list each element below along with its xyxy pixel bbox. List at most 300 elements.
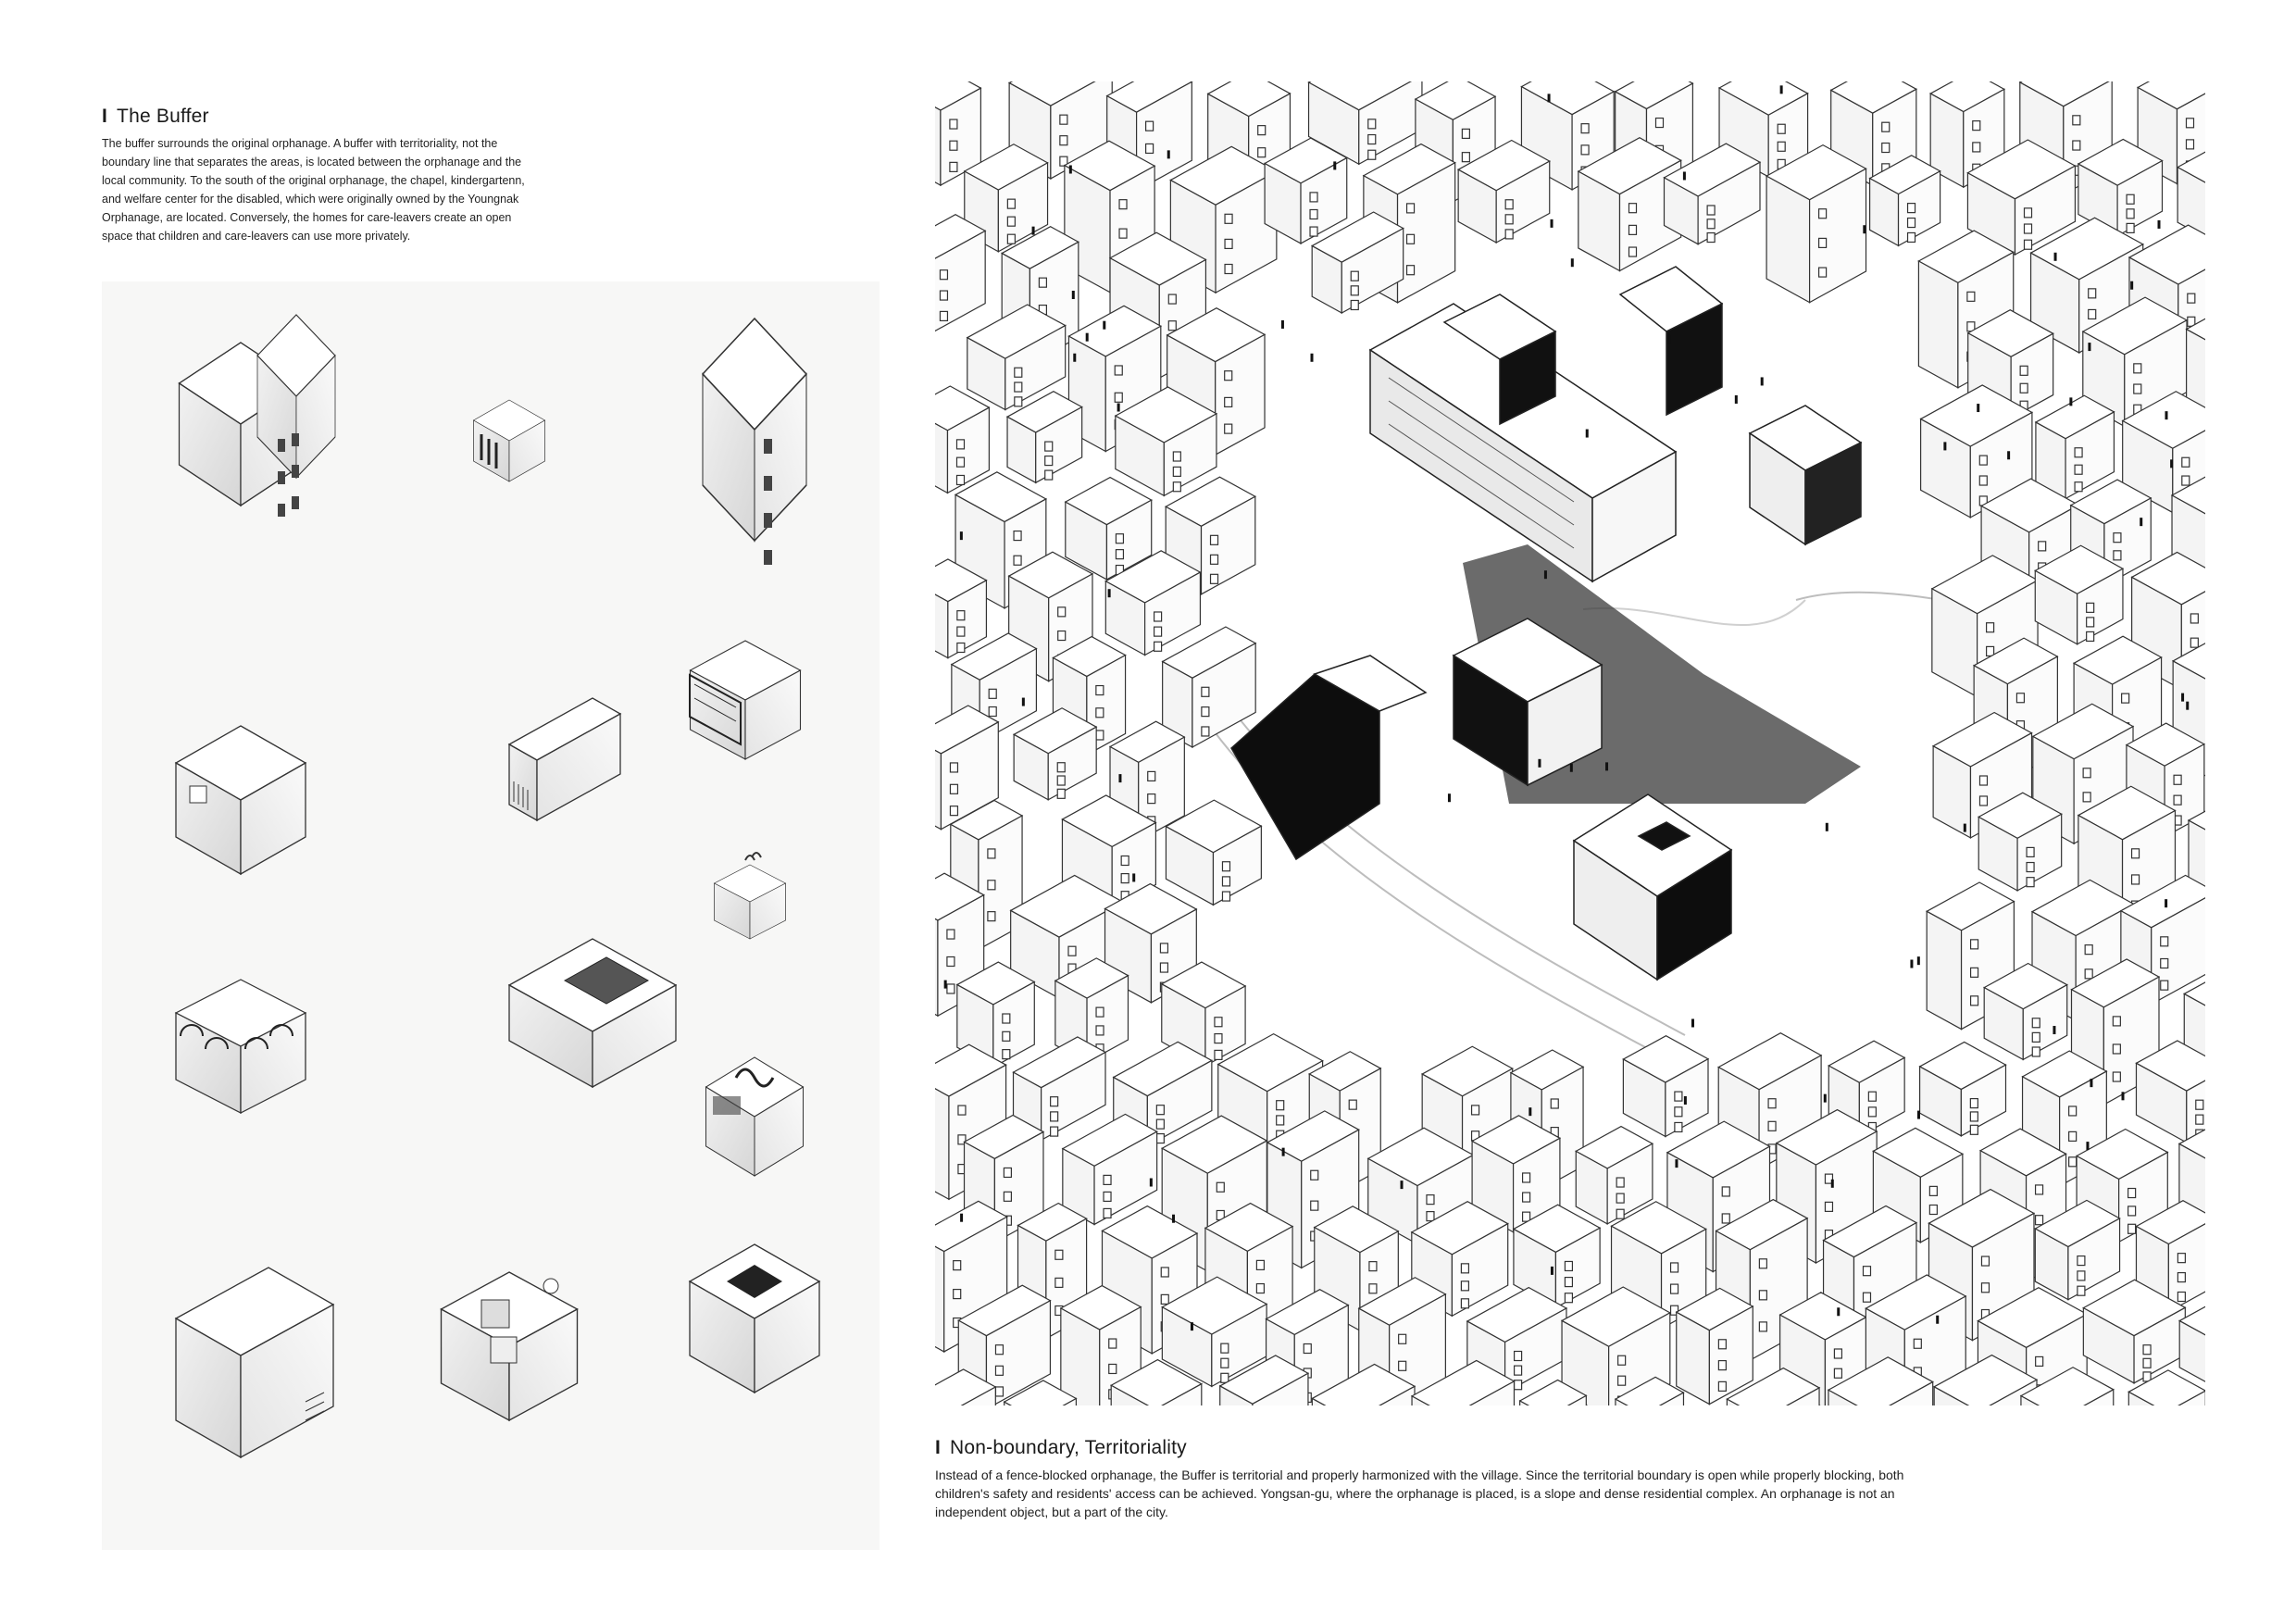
- window: [1407, 234, 1415, 244]
- window: [1039, 278, 1046, 287]
- window: [988, 912, 995, 921]
- window: [1055, 1278, 1063, 1287]
- window: [1258, 148, 1266, 157]
- window: [2188, 294, 2195, 303]
- window: [2177, 1254, 2185, 1263]
- window: [1973, 143, 1980, 152]
- person-figure: [1824, 1094, 1827, 1103]
- window: [1015, 368, 1022, 377]
- window: [1014, 531, 1021, 541]
- window: [2025, 224, 2032, 233]
- title-marker: I: [935, 1437, 942, 1458]
- window: [1222, 877, 1229, 886]
- window: [2027, 863, 2034, 872]
- window: [2132, 849, 2140, 858]
- window: [1399, 1334, 1406, 1343]
- window: [1616, 1193, 1624, 1203]
- window: [2182, 476, 2190, 485]
- window: [1967, 292, 1975, 301]
- person-figure: [2054, 253, 2057, 261]
- person-figure: [1917, 956, 1920, 965]
- window: [1973, 121, 1980, 131]
- window: [1819, 238, 1827, 247]
- window: [2161, 981, 2168, 990]
- window: [2073, 141, 2080, 150]
- person-figure: [1936, 1316, 1939, 1324]
- window: [1581, 145, 1589, 155]
- house-face: [1927, 911, 1961, 1029]
- window: [950, 162, 957, 171]
- building-model: [176, 980, 306, 1113]
- person-figure: [1448, 793, 1451, 802]
- window: [1427, 1212, 1434, 1221]
- person-figure: [2090, 1079, 2092, 1087]
- window: [1970, 1125, 1978, 1134]
- window: [1565, 1278, 1572, 1287]
- person-figure: [1735, 395, 1738, 404]
- window: [1979, 456, 1987, 465]
- window: [1628, 247, 1636, 256]
- person-figure: [944, 981, 947, 989]
- window: [2127, 209, 2134, 219]
- person-figure: [1691, 1018, 1694, 1027]
- buffer-description: [102, 134, 676, 245]
- window: [2036, 1216, 2043, 1225]
- person-figure: [1032, 227, 1035, 235]
- window: [2078, 1271, 2085, 1280]
- window: [2039, 542, 2046, 551]
- site-axonometric: [935, 81, 2205, 1405]
- window: [1148, 794, 1155, 804]
- title-marker: I: [102, 106, 108, 127]
- window: [2161, 937, 2168, 946]
- window: [1217, 1182, 1224, 1192]
- person-figure: [1917, 1111, 1920, 1119]
- person-figure: [1586, 430, 1589, 438]
- person-figure: [1544, 570, 1547, 579]
- buffer-line: boundary line that separates the areas, is located between the orphanage and the: [102, 156, 522, 169]
- window: [2113, 1044, 2120, 1054]
- person-figure: [2007, 451, 2010, 459]
- person-figure: [1761, 377, 1764, 385]
- window: [1971, 940, 1978, 949]
- buffer-title: [102, 106, 209, 128]
- person-figure: [1977, 404, 1979, 412]
- window: [2069, 1157, 2077, 1167]
- building-model: [509, 698, 620, 820]
- window: [1368, 119, 1376, 129]
- window: [2083, 768, 2090, 778]
- person-figure: [1529, 1107, 1531, 1116]
- person-figure: [1863, 225, 1866, 233]
- window: [1057, 776, 1065, 785]
- window: [1057, 763, 1065, 772]
- window: [2075, 465, 2082, 474]
- window: [940, 291, 947, 300]
- person-figure: [1117, 404, 1120, 412]
- window: [1096, 686, 1104, 695]
- window: [1581, 124, 1589, 133]
- window: [2132, 875, 2140, 884]
- window: [1051, 1112, 1058, 1121]
- building-model: [180, 315, 336, 517]
- territory-title: [935, 1437, 1187, 1459]
- buffer-title-text: The Buffer: [117, 106, 209, 127]
- window: [1863, 1293, 1870, 1302]
- window: [2085, 945, 2092, 955]
- window: [1515, 1351, 1522, 1360]
- window: [2027, 847, 2034, 856]
- window: [1156, 1134, 1164, 1143]
- window: [1914, 1339, 1921, 1348]
- person-figure: [1551, 219, 1554, 228]
- window: [2027, 878, 2034, 887]
- window: [1104, 1192, 1111, 1201]
- window: [2161, 958, 2168, 968]
- window: [1014, 556, 1021, 565]
- person-figure: [1538, 759, 1541, 768]
- window: [1115, 366, 1122, 375]
- window: [1119, 200, 1127, 209]
- window: [1675, 1107, 1682, 1117]
- window: [1007, 234, 1015, 244]
- window: [1979, 776, 1987, 785]
- window: [1215, 1034, 1222, 1043]
- window: [1908, 204, 1915, 213]
- window: [1225, 239, 1232, 248]
- window: [1109, 1339, 1117, 1348]
- window: [1971, 968, 1978, 977]
- window: [1121, 856, 1129, 866]
- person-figure: [1333, 161, 1336, 169]
- window: [1565, 1261, 1572, 1270]
- window: [1051, 1097, 1058, 1106]
- window: [1655, 119, 1663, 128]
- window: [1707, 233, 1715, 243]
- window: [2020, 366, 2028, 375]
- window: [1221, 1343, 1229, 1353]
- window: [1256, 1284, 1264, 1293]
- window: [1427, 1195, 1434, 1205]
- window: [1675, 1092, 1682, 1101]
- window: [1202, 727, 1209, 736]
- window: [1981, 1283, 1989, 1293]
- window: [1156, 1119, 1164, 1129]
- window: [954, 1261, 961, 1270]
- window: [1168, 294, 1176, 304]
- window: [2075, 482, 2082, 492]
- window: [1616, 1178, 1624, 1187]
- window: [1225, 424, 1232, 433]
- window: [2087, 631, 2094, 641]
- window: [2113, 1072, 2120, 1081]
- window: [1628, 204, 1636, 213]
- person-figure: [1172, 1215, 1175, 1223]
- window: [1523, 1212, 1530, 1221]
- window: [1057, 789, 1065, 798]
- building-model: [715, 853, 786, 939]
- window: [1115, 393, 1122, 402]
- person-figure: [2186, 702, 2189, 710]
- window: [1116, 534, 1123, 543]
- window: [1221, 1358, 1229, 1368]
- window: [1819, 268, 1827, 277]
- window: [1675, 1122, 1682, 1131]
- buffer-line: local community. To the south of the original orphanage, the chapel, kindergartenn,: [102, 174, 525, 187]
- window: [1759, 1259, 1766, 1268]
- territory-title-text: Non-boundary, Territoriality: [950, 1437, 1187, 1458]
- person-figure: [1684, 1096, 1687, 1105]
- window: [1211, 555, 1218, 564]
- window: [2083, 793, 2090, 802]
- window: [950, 141, 957, 150]
- window: [1015, 397, 1022, 406]
- window: [950, 119, 957, 129]
- window: [1119, 229, 1127, 238]
- window: [2190, 638, 2198, 647]
- person-figure: [1831, 1180, 1834, 1188]
- person-figure: [1605, 762, 1608, 770]
- window: [1045, 470, 1053, 480]
- window: [1461, 1281, 1468, 1291]
- window: [1211, 535, 1218, 544]
- window: [1058, 607, 1066, 617]
- window: [2127, 194, 2134, 204]
- window: [2078, 1286, 2085, 1295]
- person-figure: [1964, 824, 1966, 832]
- window: [947, 930, 955, 939]
- building-model: [690, 1244, 819, 1393]
- window: [1671, 1284, 1678, 1293]
- window: [2128, 1224, 2136, 1233]
- window: [1908, 232, 1915, 242]
- territory-line: children's safety and residents' access can be achieved. Yongsan-gu, where the orphanage is placed, is a slope and dense residential complex. An orphanage is not an: [935, 1486, 1895, 1501]
- window: [1160, 963, 1167, 972]
- building-model: [509, 939, 676, 1087]
- window: [1154, 627, 1162, 636]
- window: [2196, 1115, 2203, 1124]
- territory-description: [935, 1466, 2231, 1521]
- window: [954, 1290, 961, 1299]
- person-figure: [1943, 442, 1946, 450]
- window: [1825, 1202, 1832, 1211]
- person-figure: [2181, 693, 2184, 702]
- window: [1768, 1099, 1776, 1108]
- window: [1987, 646, 1994, 656]
- window: [2122, 693, 2129, 703]
- window: [1003, 1014, 1010, 1023]
- window: [2087, 618, 2094, 627]
- window: [1202, 687, 1209, 696]
- window: [2073, 116, 2080, 125]
- window: [1109, 1364, 1117, 1373]
- window: [1160, 943, 1167, 953]
- window: [1173, 452, 1180, 461]
- window: [1215, 1018, 1222, 1027]
- window: [1310, 193, 1317, 202]
- window: [950, 763, 957, 772]
- window: [1987, 623, 1994, 632]
- window: [1004, 1192, 1011, 1201]
- person-figure: [1167, 150, 1170, 158]
- window: [2089, 309, 2096, 319]
- window: [1104, 1208, 1111, 1218]
- person-figure: [2130, 281, 2133, 290]
- person-figure: [1073, 354, 1076, 362]
- window: [1778, 142, 1785, 151]
- window: [1351, 300, 1358, 309]
- window: [1096, 708, 1104, 718]
- window: [1971, 996, 1978, 1006]
- window: [1310, 209, 1317, 219]
- window: [956, 440, 964, 449]
- window: [1055, 1250, 1063, 1259]
- window: [2016, 693, 2024, 703]
- window: [1121, 874, 1129, 883]
- person-figure: [960, 531, 963, 540]
- window: [1351, 286, 1358, 295]
- window: [1505, 215, 1513, 224]
- window: [995, 1366, 1003, 1375]
- window: [1146, 121, 1154, 131]
- window: [1551, 1099, 1558, 1108]
- person-figure: [2140, 518, 2142, 526]
- window: [1161, 1294, 1168, 1304]
- window: [2174, 775, 2181, 784]
- building-model: [690, 641, 801, 759]
- window: [2087, 603, 2094, 612]
- window: [1834, 1368, 1841, 1378]
- window: [1399, 1361, 1406, 1370]
- window: [940, 270, 947, 280]
- window: [2186, 140, 2193, 149]
- window: [956, 457, 964, 467]
- window: [1462, 129, 1469, 138]
- window: [1015, 382, 1022, 392]
- window: [2177, 1273, 2185, 1282]
- window: [1148, 771, 1155, 781]
- window: [2036, 1356, 2043, 1366]
- window: [2032, 1018, 2040, 1028]
- person-figure: [1675, 1159, 1678, 1168]
- buffer-line: space that children and care-leavers can use more privately.: [102, 230, 411, 243]
- window: [1003, 1031, 1010, 1041]
- window: [1225, 371, 1232, 381]
- building-catalogue-panel: [102, 281, 880, 1550]
- person-figure: [2069, 397, 2072, 406]
- window: [1096, 1007, 1104, 1017]
- building-model: [176, 1268, 333, 1457]
- window: [1007, 199, 1015, 208]
- person-figure: [1910, 960, 1913, 968]
- window: [1461, 1299, 1468, 1308]
- window: [1007, 217, 1015, 226]
- person-figure: [2053, 1026, 2055, 1034]
- window: [2174, 795, 2181, 805]
- window: [1173, 467, 1180, 476]
- window: [1882, 144, 1890, 153]
- window: [2190, 614, 2198, 623]
- window: [2134, 384, 2141, 394]
- window: [1515, 1380, 1522, 1390]
- window: [1215, 1050, 1222, 1059]
- person-figure: [1103, 321, 1105, 330]
- window: [2114, 533, 2121, 543]
- window: [958, 1106, 966, 1115]
- buffer-line: The buffer surrounds the original orphanage. A buffer with territoriality, not the: [102, 137, 498, 150]
- window: [950, 806, 957, 816]
- window: [1523, 1193, 1530, 1202]
- window: [956, 475, 964, 484]
- territory-line: independent object, but a part of the city.: [935, 1505, 1168, 1519]
- window: [1819, 209, 1827, 219]
- person-figure: [1022, 698, 1025, 706]
- window: [2032, 1047, 2040, 1056]
- window: [1003, 1050, 1010, 1059]
- window: [989, 707, 996, 717]
- person-figure: [1401, 1181, 1404, 1189]
- window: [2182, 457, 2190, 467]
- window: [1096, 731, 1104, 740]
- window: [2025, 208, 2032, 218]
- buffer-line: and welfare center for the disabled, which were originally owned by the Youngnak: [102, 193, 519, 206]
- window: [1304, 1343, 1311, 1353]
- window: [988, 881, 995, 890]
- window: [1310, 227, 1317, 236]
- window: [1156, 1106, 1164, 1115]
- window: [1154, 612, 1162, 621]
- window: [2025, 240, 2032, 249]
- window: [2032, 1032, 2040, 1042]
- window: [2075, 448, 2082, 457]
- window: [1523, 1173, 1530, 1182]
- window: [2128, 1189, 2136, 1198]
- window: [1505, 230, 1513, 239]
- window: [995, 1387, 1003, 1396]
- window: [1351, 271, 1358, 281]
- window: [1722, 1187, 1729, 1196]
- person-figure: [1086, 333, 1089, 342]
- building-model: [703, 319, 806, 565]
- building-model: [474, 400, 545, 481]
- window: [1908, 219, 1915, 228]
- window: [1759, 1322, 1766, 1331]
- site-drawing: [935, 81, 2205, 1405]
- window: [1407, 266, 1415, 275]
- window: [1368, 135, 1376, 144]
- window: [1671, 1263, 1678, 1272]
- window: [950, 784, 957, 793]
- window: [1778, 124, 1785, 133]
- window: [1277, 1101, 1284, 1110]
- window: [1004, 1168, 1011, 1177]
- window: [2069, 1106, 2077, 1116]
- window: [1863, 1267, 1870, 1276]
- window: [957, 643, 965, 653]
- person-figure: [1548, 94, 1551, 102]
- window: [1311, 1201, 1318, 1210]
- window: [1222, 892, 1229, 901]
- person-figure: [960, 1214, 963, 1222]
- window: [2177, 1292, 2185, 1301]
- window: [1970, 1099, 1978, 1108]
- window: [1225, 214, 1232, 223]
- window: [1060, 136, 1067, 145]
- window: [1759, 1291, 1766, 1300]
- window: [2143, 1358, 2151, 1368]
- window: [1981, 1256, 1989, 1266]
- window: [2127, 223, 2134, 232]
